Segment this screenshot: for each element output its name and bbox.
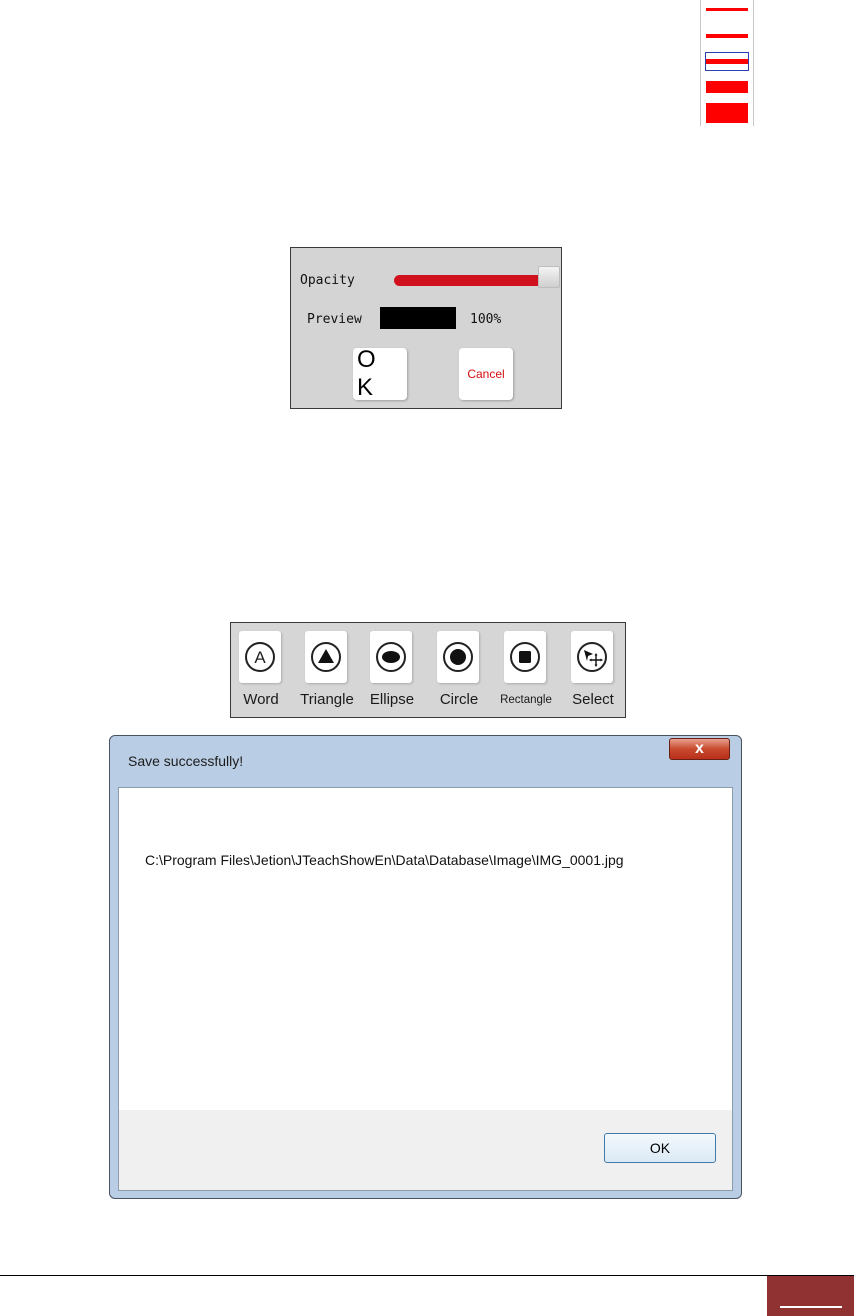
select-button[interactable] [571,631,613,683]
x-icon: x [695,740,704,757]
opacity-slider-track[interactable] [394,275,544,286]
letter-a-icon [244,641,276,673]
line-option-thickest[interactable] [706,103,748,123]
dialog-title: Save successfully! [128,753,244,769]
close-button[interactable] [669,738,730,760]
preview-label: Preview [307,312,362,327]
select-move-icon [576,641,608,673]
save-dialog-window [109,735,742,1199]
tool-word[interactable] [233,631,295,711]
tool-circle[interactable] [431,631,493,711]
ellipse-button[interactable] [370,631,412,683]
tool-label: Circle [439,691,479,708]
rectangle-button[interactable] [504,631,546,683]
ok-button[interactable]: OK [604,1133,716,1163]
square-icon [509,641,541,673]
tool-label: Rectangle [500,694,552,706]
line-width-picker[interactable] [700,0,754,126]
tool-label: Word [243,691,279,708]
triangle-button[interactable] [305,631,347,683]
ellipse-icon [375,641,407,673]
tool-label: Select [572,691,614,708]
svg-text:A: A [254,648,266,667]
preview-swatch [380,307,456,329]
footer-page-underline [780,1306,842,1308]
line-option-selected[interactable] [706,59,748,64]
line-option-thick[interactable] [706,81,748,93]
dialog-body [118,787,733,1191]
tool-select[interactable] [565,631,627,711]
dialog-button-bar [119,1110,732,1190]
tool-label: Ellipse [369,691,415,708]
line-option-thin[interactable] [706,8,748,11]
ok-button[interactable]: O K [353,348,407,400]
shape-toolbar [230,622,626,718]
opacity-value: 100% [470,312,502,327]
cancel-button[interactable]: Cancel [459,348,513,400]
line-option-medium[interactable] [706,34,748,38]
footer-rule [0,1275,854,1276]
tool-ellipse[interactable] [364,631,426,711]
tool-rectangle[interactable] [498,631,560,711]
saved-file-path: C:\Program Files\Jetion\JTeachShowEn\Data\Database\Image\IMG_0001.jpg [145,852,624,868]
triangle-icon [310,641,342,673]
tool-triangle[interactable] [299,631,361,711]
opacity-slider-thumb[interactable] [538,266,560,288]
footer-page-block [767,1276,854,1316]
tool-label: Triangle [300,691,354,708]
circle-button[interactable] [437,631,479,683]
opacity-label: Opacity [300,273,355,288]
word-button[interactable] [239,631,281,683]
opacity-dialog [290,247,562,409]
circle-icon [442,641,474,673]
